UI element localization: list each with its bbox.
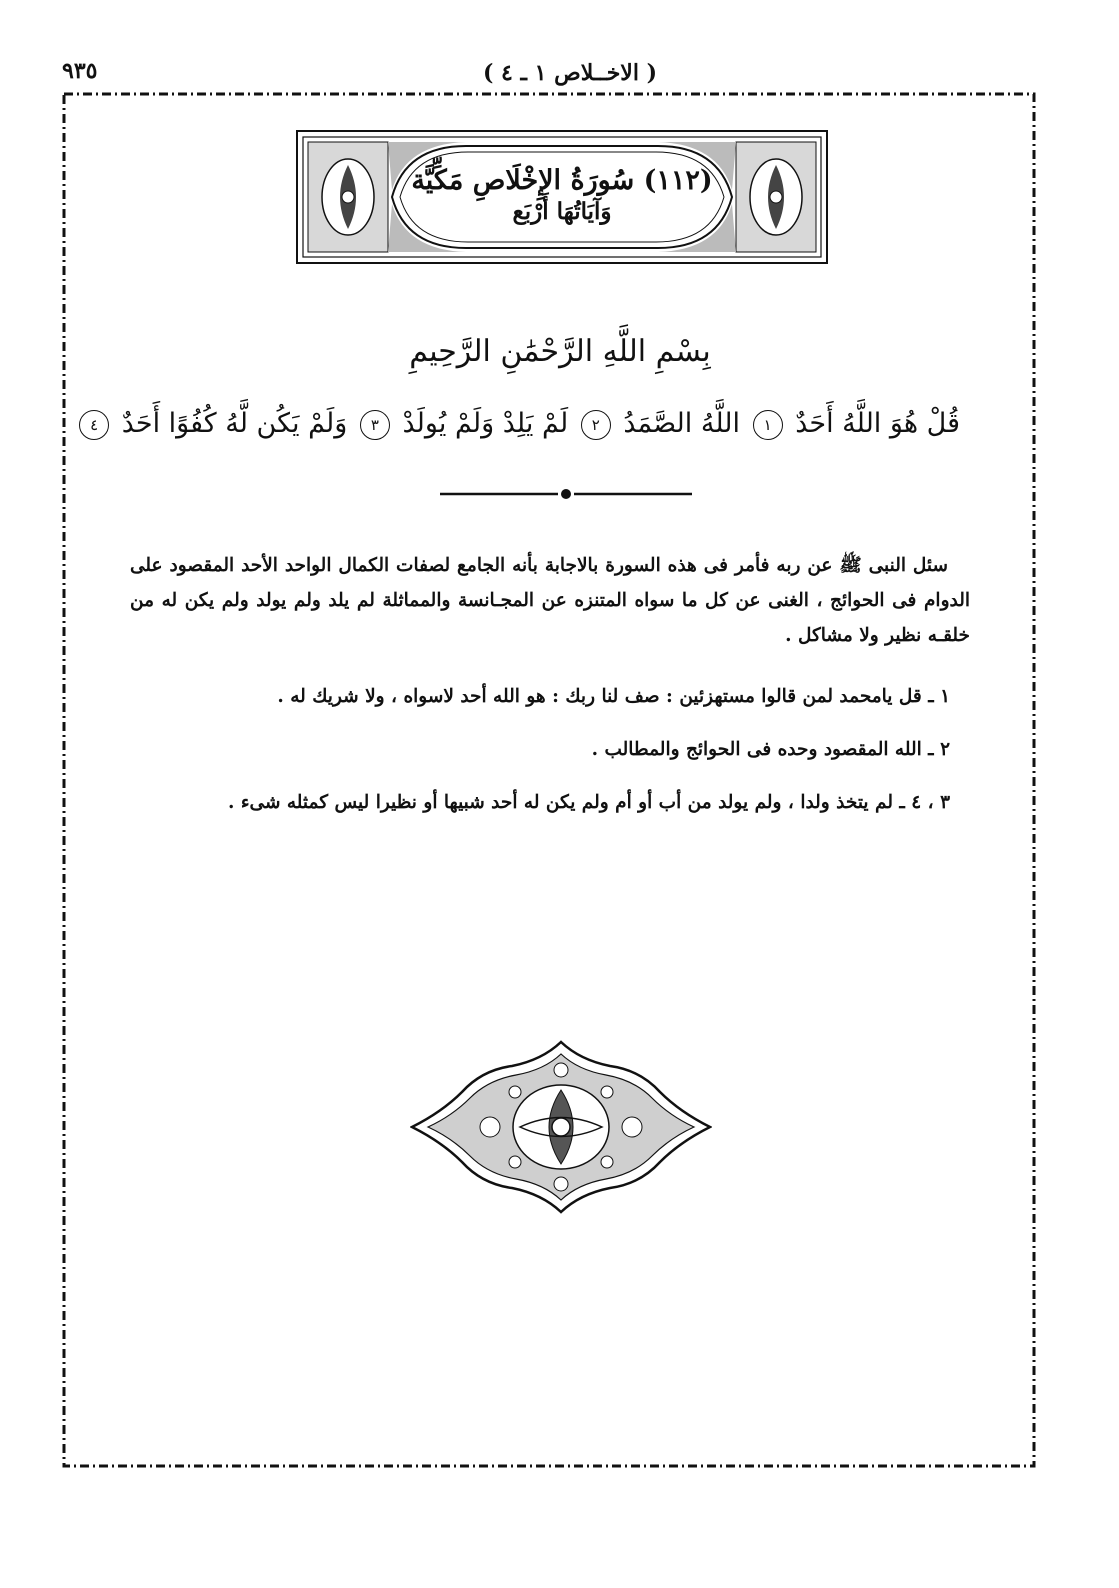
surah-title: (١١٢) سُورَةُ الإِخْلَاصِ مَكِّيَّة [411,165,713,196]
page-number: ٩٣٥ [62,58,98,84]
verse-4: وَلَمْ يَكُن لَّهُ كُفُوًا أَحَدٌ [121,408,348,439]
quran-verses [90,408,960,440]
ayah-number-marker: ٣ [360,410,390,440]
surah-verse-count: وَآيَاتُهَا أَرْبَع [512,197,612,225]
verse-note: ١ ـ قل يامحمد لمن قالوا مستهزئين : صف لنا ربك : هو الله أحد لاسواه ، ولا شريك له . [277,686,950,707]
section-separator [440,484,692,504]
verse-note: ٢ ـ الله المقصود وحده فى الحوائج والمطالب . [591,739,950,760]
ayah-number-marker: ٢ [581,410,611,440]
verse-notes-list [140,684,950,843]
basmala: بِسْمِ اللَّهِ الرَّحْمَٰنِ الرَّحِيمِ [409,334,711,369]
verse-note: ٣ ، ٤ ـ لم يتخذ ولدا ، ولم يولد من أب أو أم ولم يكن له أحد شبيها أو نظيرا ليس كمثله شىء . [227,792,950,813]
verse-2: اللَّهُ الصَّمَدُ [623,408,741,439]
verse-3: لَمْ يَلِدْ وَلَمْ يُولَدْ [402,408,569,439]
running-header: ( الاخــلاص ١ ـ ٤ ) [482,60,658,86]
ayah-number-marker: ٤ [79,410,109,440]
ayah-number-marker: ١ [753,410,783,440]
verse-1: قُلْ هُوَ اللَّهُ أَحَدٌ [795,408,960,439]
surah-title-banner [296,130,828,264]
commentary-paragraph: سئل النبى ﷺ عن ربه فأمر فى هذه السورة بالاجابة بأنه الجامع لصفات الكمال الواحد الأحد المقصود على الدوام فى الحوائج ، الغنى عن كل ما سواه المتنزه عن المجـانسة والمماثلة لم يلد ولم يولد ولم يكن له من خلقـه نظير ولا مشاكل . [130,555,970,646]
closing-ornament [410,1040,712,1214]
